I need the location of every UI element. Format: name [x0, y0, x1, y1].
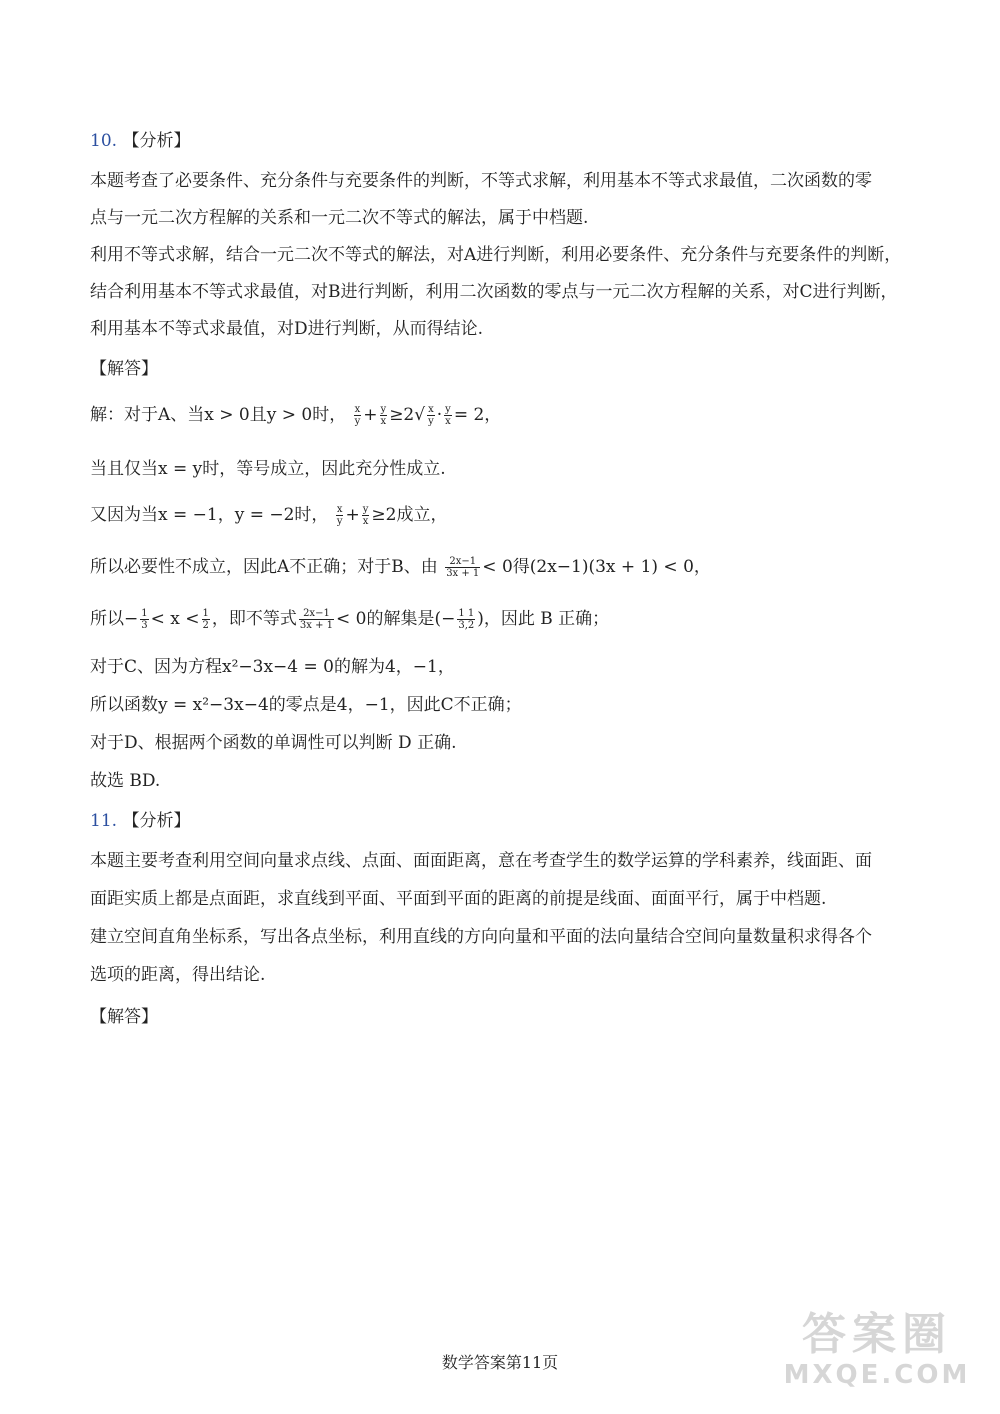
- step-1-lead: 解：对于A、当x > 0且y > 0时，: [90, 405, 347, 425]
- q11-analysis-tag: 【分析】: [122, 811, 191, 831]
- step-4-tail: < 0得(2x−1)(3x + 1) < 0，: [482, 557, 711, 577]
- q10-solution-step-6: 对于C、因为方程x²−3x−4 = 0的解为4，−1，: [90, 657, 455, 677]
- q11-analysis-line-2: 面距实质上都是点面距，求直线到平面、平面到平面的距离的前提是线面、面面平行，属于中档题.: [90, 889, 827, 909]
- q10-solution-step-5: [90, 608, 910, 631]
- fraction-interval: $\frac{1 1}{3,2}$: [458, 608, 475, 631]
- step-5-solution-set: < 0的解集是(−: [336, 609, 456, 629]
- step-4-lead: 所以必要性不成立，因此A不正确；对于B、由: [90, 557, 438, 577]
- q11-method-line-2: 选项的距离，得出结论.: [90, 965, 266, 985]
- q10-method-line-1: 利用不等式求解，结合一元二次不等式的解法，对A进行判断，利用必要条件、充分条件与充要条件的判断，: [90, 245, 902, 265]
- step-3-lead: 又因为当x = −1，y = −2时，: [90, 505, 329, 525]
- q10-analysis-tag: 【分析】: [122, 131, 191, 151]
- q10-solution-step-2: 当且仅当x = y时，等号成立，因此充分性成立.: [90, 459, 446, 479]
- q10-method-line-3: 利用基本不等式求最值，对D进行判断，从而得结论.: [90, 319, 484, 339]
- q10-solution-step-1: 解：对于A、当x > 0且y > 0时， $\frac{x}{y}$ + $\frac{y}{x}$ ≥2√ $\frac{x}{y}$ · $\frac{y}{x}$ = 2，: [90, 404, 502, 427]
- step-5-lead: 所以−: [90, 609, 139, 629]
- step-5-tail: )，因此 B 正确；: [477, 609, 610, 629]
- q10-solution-tag: 【解答】: [90, 359, 158, 379]
- q10-analysis-line-2: 点与一元二次方程解的关系和一元二次不等式的解法，属于中档题.: [90, 208, 589, 228]
- fraction-sqrt-y-x: $\frac{y}{x}$: [445, 404, 451, 427]
- q11-method-line-1: 建立空间直角坐标系，写出各点坐标，利用直线的方向向量和平面的法向量结合空间向量数量积求得各个: [90, 927, 872, 947]
- step-3-tail: ≥2成立，: [371, 505, 448, 525]
- fraction-sqrt-x-y: $\frac{x}{y}$: [428, 404, 434, 427]
- step-1-ineq: ≥2: [389, 405, 415, 425]
- q10-solution-step-7: 所以函数y = x²−3x−4的零点是4，−1，因此C不正确；: [90, 695, 522, 715]
- step-1-tail: = 2，: [453, 405, 502, 425]
- q11-solution-tag: 【解答】: [90, 1007, 158, 1027]
- q10-number: 10.: [90, 131, 118, 151]
- q10-analysis-line-1: 本题考查了必要条件、充分条件与充要条件的判断，不等式求解，利用基本不等式求最值，二次函数的零: [90, 171, 872, 191]
- fraction-one-half: $\frac{1}{2}$: [202, 608, 209, 631]
- q10-conclusion: 故选 BD.: [90, 771, 161, 791]
- watermark-top-text: 答案圈: [802, 1309, 952, 1360]
- q10-solution-step-3: 又因为当x = −1，y = −2时， $\frac{x}{y}$ + $\frac{y}{x}$ ≥2成立，: [90, 504, 448, 527]
- fraction-2x-1-over-3x-1: $\frac{2x-1}{3x + 1}$: [446, 556, 480, 579]
- fraction-x-over-y: $\frac{x}{y}$: [354, 404, 361, 427]
- fraction-x-over-y: $\frac{x}{y}$: [336, 504, 343, 527]
- step-5-ineq: < x <: [150, 609, 200, 629]
- fraction-one-third: $\frac{1}{3}$: [141, 608, 148, 631]
- watermark-logo: [772, 1310, 982, 1400]
- fraction-2x-1-over-3x-1: $\frac{2x-1}{3x + 1}$: [299, 608, 333, 631]
- fraction-y-over-x: $\frac{y}{x}$: [362, 504, 369, 527]
- q10-solution-step-4: [90, 556, 910, 579]
- q11-analysis-line-1: 本题主要考查利用空间向量求点线、点面、面面距离，意在考查学生的数学运算的学科素养，线面距、面: [90, 851, 872, 871]
- q10-solution-step-8: 对于D、根据两个函数的单调性可以判断 D 正确.: [90, 733, 457, 753]
- q11-number: 11.: [90, 811, 118, 831]
- q10-header: [90, 130, 910, 152]
- watermark-bottom-text: MXQE.COM: [783, 1360, 971, 1390]
- step-5-text: ，即不等式: [211, 609, 297, 629]
- page-footer: 数学答案第11页: [441, 1353, 559, 1372]
- q10-method-line-2: 结合利用基本不等式求最值，对B进行判断，利用二次函数的零点与一元二次方程解的关系，对C进行判断，: [90, 282, 898, 302]
- q11-header: [90, 810, 910, 832]
- fraction-y-over-x: $\frac{y}{x}$: [380, 404, 387, 427]
